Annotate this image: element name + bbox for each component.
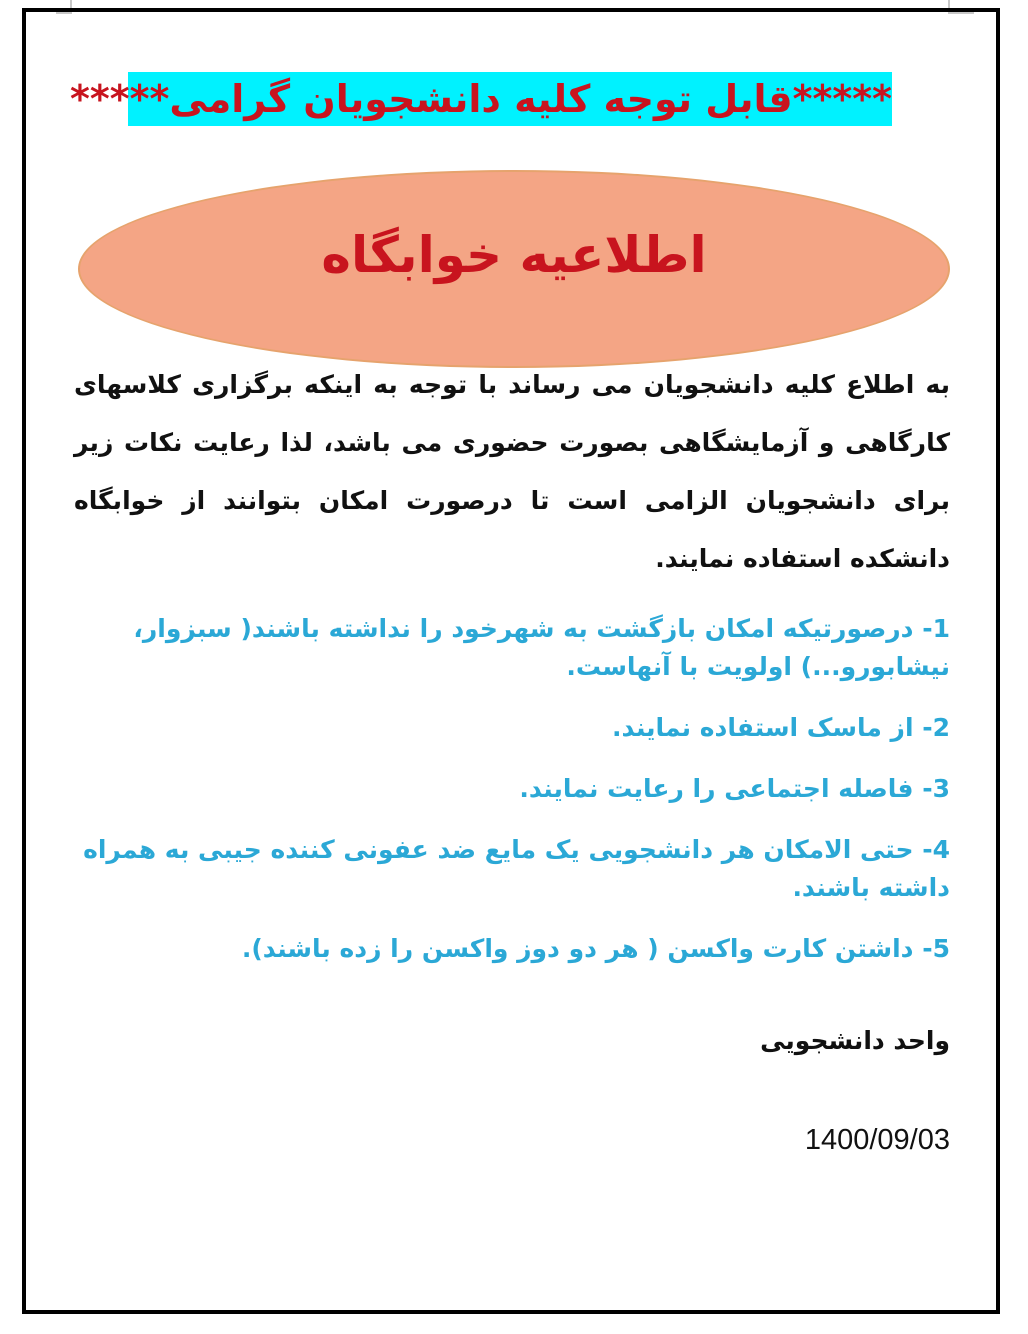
rule-item: 2- از ماسک استفاده نمایند. xyxy=(612,713,950,742)
heading-banner: *****قابل توجه کلیه دانشجویان گرامی***** xyxy=(128,72,892,126)
notice-title: اطلاعیه خوابگاه xyxy=(321,226,707,284)
rule-item: 4- حتی الامکان هر دانشجویی یک مایع ضد عفونی کننده جیبی به همراه داشته باشند. xyxy=(83,835,950,902)
rule-item: 3- فاصله اجتماعی را رعایت نمایند. xyxy=(519,774,950,803)
rules-list xyxy=(74,610,950,991)
intro-paragraph: به اطلاع کلیه دانشجویان می رساند با توجه به اینکه برگزاری کلاسهای کارگاهی و آزمایشگاهی بصورت حضوری می باشد، لذا رعایت نکات زیر برای دانشجویان الزامی است تا درصورت امکان بتوانند از خوابگاه دانشکده استفاده نمایند. xyxy=(74,370,950,573)
rule-item: 5- داشتن کارت واکسن ( هر دو دوز واکسن را زده باشند). xyxy=(241,934,950,963)
rule-item: 1- درصورتیکه امکان بازگشت به شهرخود را نداشته باشند( سبزوار، نیشابورو...) اولویت با آنهاست. xyxy=(133,614,950,681)
date: 1400/09/03 xyxy=(804,1124,950,1156)
signature: واحد دانشجویی xyxy=(760,1026,950,1055)
